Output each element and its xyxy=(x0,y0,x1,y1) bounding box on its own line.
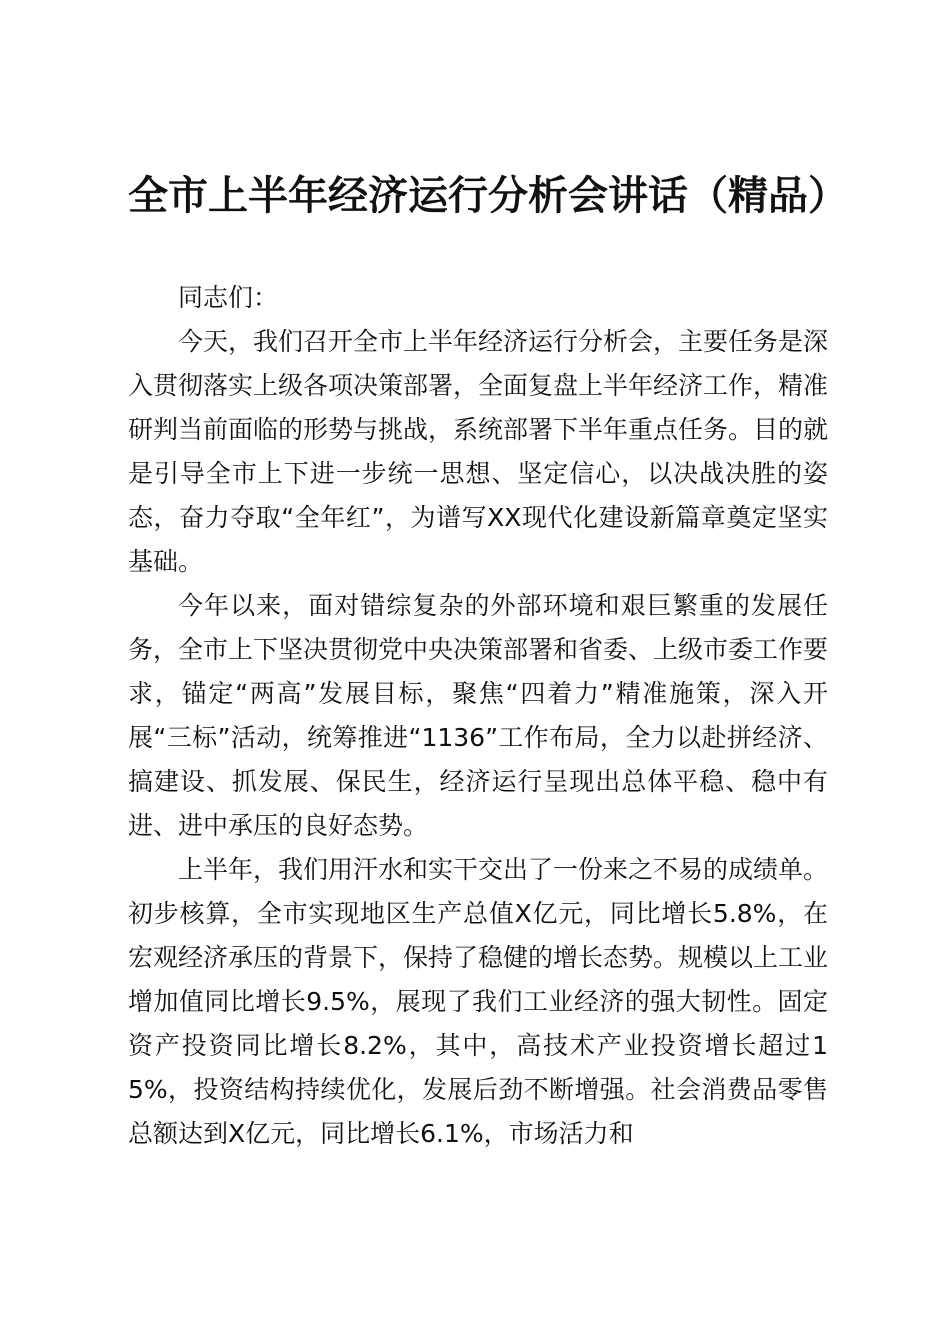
paragraph-results: 上半年，我们用汗水和实干交出了一份来之不易的成绩单。初步核算，全市实现地区生产总值X亿元，同比增长5.8%，在宏观经济承压的背景下，保持了稳健的增长态势。规模以上工业增加值同比增长9.5%，展现了我们工业经济的强大韧性。固定资产投资同比增长8.2%，其中，高技术产业投资增长超过15%，投资结构持续优化，发展后劲不断增强。社会消费品零售总额达到X亿元，同比增长6.1%，市场活力和 xyxy=(128,855,829,1148)
document-body xyxy=(128,276,828,1156)
paragraph-intro: 今天，我们召开全市上半年经济运行分析会，主要任务是深入贯彻落实上级各项决策部署，全面复盘上半年经济工作，精准研判当前面临的形势与挑战，系统部署下半年重点任务。目的就是引导全市上下进一步统一思想、坚定信心，以决战决胜的姿态，奋力夺取“全年红”，为谱写XX现代化建设新篇章奠定坚实基础。 xyxy=(128,327,829,576)
document-title: 全市上半年经济运行分析会讲话（精品） xyxy=(128,173,848,219)
paragraph-overview: 今年以来，面对错综复杂的外部环境和艰巨繁重的发展任务，全市上下坚决贯彻党中央决策部署和省委、上级市委工作要求，锚定“两高”发展目标，聚焦“四着力”精准施策，深入开展“三标”活动，统筹推进“1136”工作布局，全力以赴拼经济、搞建设、抓发展、保民生，经济运行呈现出总体平稳、稳中有进、进中承压的良好态势。 xyxy=(128,591,829,840)
salutation: 同志们： xyxy=(178,283,279,312)
